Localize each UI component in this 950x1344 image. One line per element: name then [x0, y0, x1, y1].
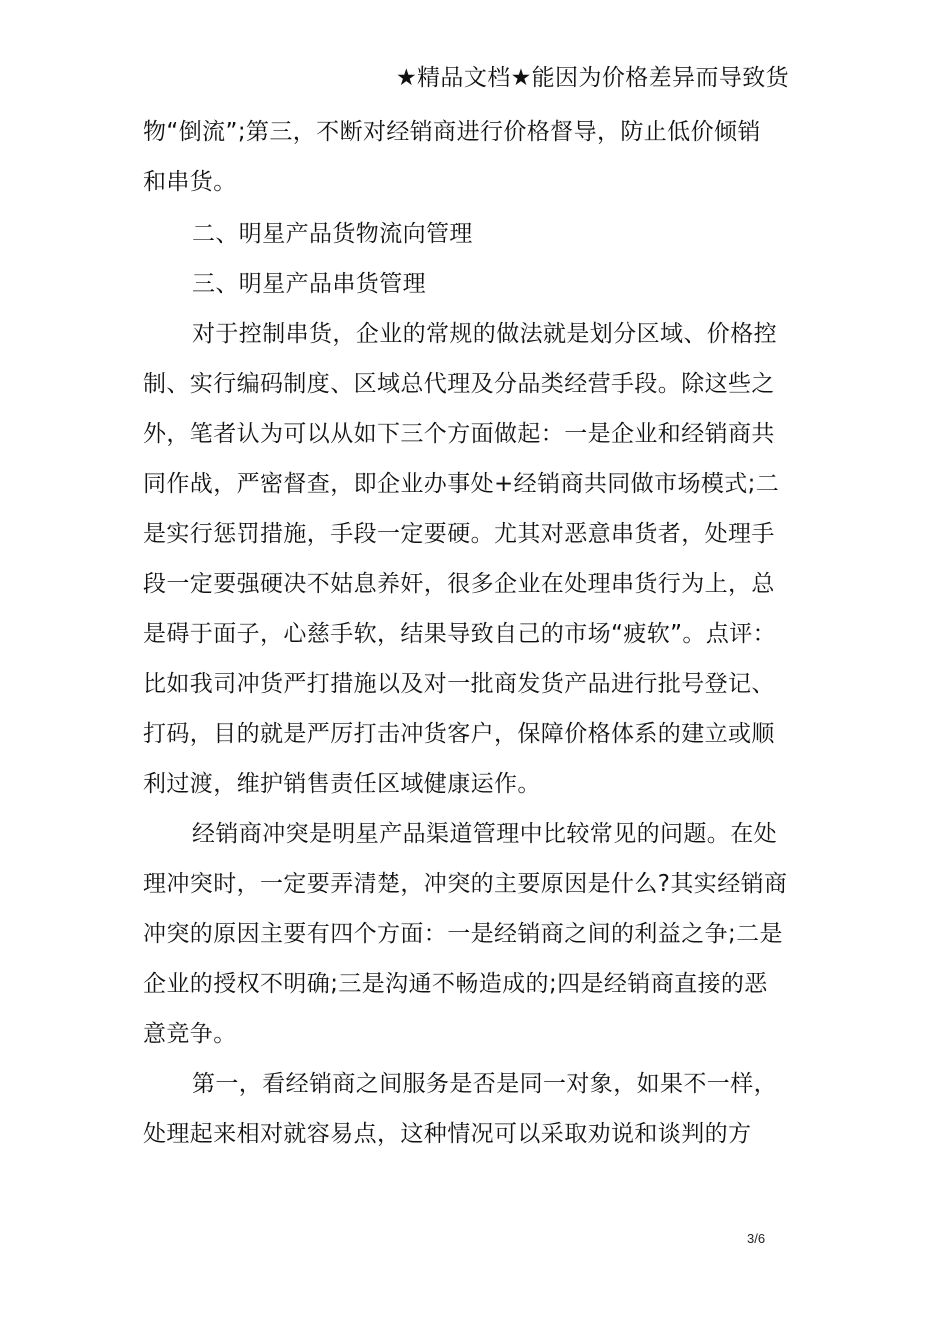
text-line: 意竞争。: [143, 1021, 237, 1047]
text-line: 理冲突时，一定要弄清楚，冲突的主要原因是什么?其实经销商: [143, 871, 788, 897]
text-line: 冲突的原因主要有四个方面：一是经销商之间的利益之争;二是: [143, 921, 783, 947]
section-heading: 三、明星产品串货管理: [192, 271, 426, 297]
text-line: 对于控制串货，企业的常规的做法就是划分区域、价格控: [192, 321, 777, 347]
text-line: 外，笔者认为可以从如下三个方面做起：一是企业和经销商共: [143, 421, 775, 447]
page-number: 3/6: [747, 1231, 766, 1246]
text-line: 是实行惩罚措施，手段一定要硬。尤其对恶意串货者，处理手: [143, 521, 775, 547]
text-line: ★精品文档★能因为价格差异而导致货: [396, 65, 790, 91]
text-line: 打码，目的就是严厉打击冲货客户，保障价格体系的建立或顺: [143, 721, 775, 747]
text-line: 企业的授权不明确;三是沟通不畅造成的;四是经销商直接的恶: [143, 971, 768, 997]
section-heading: 二、明星产品货物流向管理: [192, 221, 473, 247]
text-line: 处理起来相对就容易点，这种情况可以采取劝说和谈判的方: [143, 1121, 752, 1147]
text-line: 同作战，严密督查，即企业办事处+经销商共同做市场模式;二: [143, 471, 780, 497]
text-line: 是碍于面子，心慈手软，结果导致自己的市场“疲软”。点评：: [143, 621, 777, 647]
text-line: 利过渡，维护销售责任区域健康运作。: [143, 771, 541, 797]
text-line: 经销商冲突是明星产品渠道管理中比较常见的问题。在处: [192, 821, 777, 847]
text-line: 第一，看经销商之间服务是否是同一对象，如果不一样，: [192, 1071, 777, 1097]
text-line: 物“倒流”;第三，不断对经销商进行价格督导，防止低价倾销: [143, 119, 761, 145]
text-line: 比如我司冲货严打措施以及对一批商发货产品进行批号登记、: [143, 671, 775, 697]
text-line: 段一定要强硬决不姑息养奸，很多企业在处理串货行为上，总: [143, 571, 775, 597]
text-line: 制、实行编码制度、区域总代理及分品类经营手段。除这些之: [143, 371, 775, 397]
text-line: 和串货。: [143, 169, 237, 195]
